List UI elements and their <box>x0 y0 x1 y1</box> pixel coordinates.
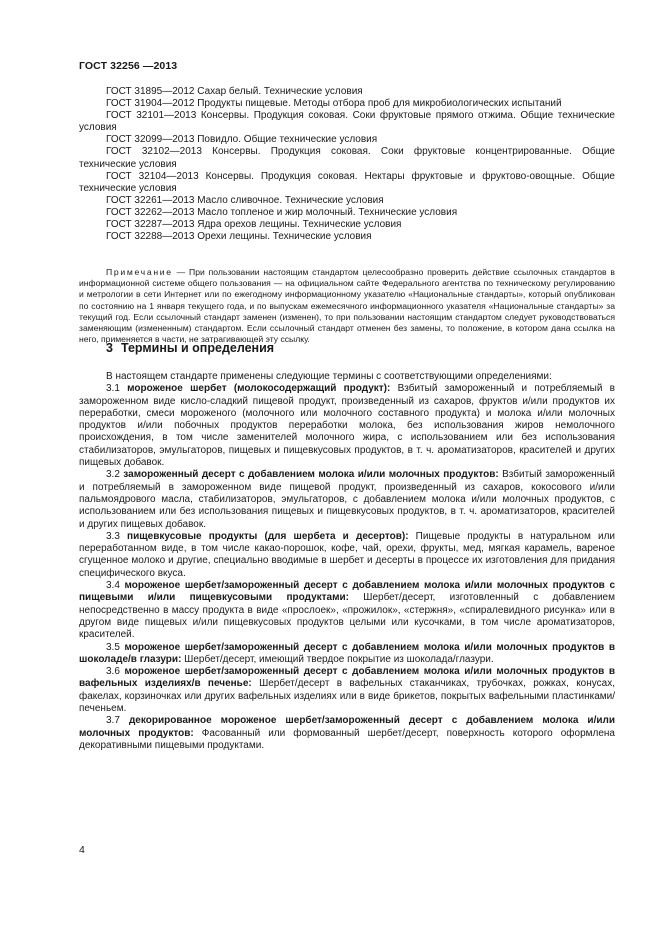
term-definition: Шербет/десерт в вафельных стаканчиках, трубочках, рожках, конусах, факелах, корзиночках или других вафельных изделиях или в виде брикетов, покрытых вафельными пластинками/печеньем. <box>79 678 615 715</box>
reference-item: ГОСТ 32101—2013 Консервы. Продукция соковая. Соки фруктовые прямого отжима. Общие технические условия <box>79 110 615 134</box>
terms-intro: В настоящем стандарте применены следующие термины с соответствующими определениями: <box>106 371 552 382</box>
reference-item: ГОСТ 32287—2013 Ядра орехов лещины. Технические условия <box>106 219 402 231</box>
term-name: мороженое шербет/замороженный десерт с добавлением молока и/или молочных продуктов в вафельных изделиях/в печенье: <box>79 666 616 690</box>
term-number: 3.6 <box>106 666 120 678</box>
term-number: 3.2 <box>106 469 120 481</box>
reference-item: ГОСТ 32288—2013 Орехи лещины. Технические условия <box>106 231 372 243</box>
term-number: 3.7 <box>106 715 120 727</box>
terms-body <box>79 371 615 752</box>
reference-note <box>79 267 615 345</box>
term-name: мороженое шербет/замороженный десерт с добавлением молока и/или молочных продуктов с пищевыми и/или пищевкусовыми продуктами: <box>79 580 616 604</box>
term-entry <box>79 666 615 715</box>
term-definition: Пищевые продукты в натуральном или переработанном виде, в том числе какао-порошок, кофе, чай, орехи, фрукты, мед, мягкая карамель, вареное сгущенное молоко и другие, специально вводимые в шербет и десерты в процессе их изготовления для придания специфического вкуса. <box>79 530 616 579</box>
standard-header: ГОСТ 32256 —2013 <box>79 60 178 72</box>
term-entry <box>79 642 615 667</box>
page-number: 4 <box>79 844 85 856</box>
term-entry <box>79 531 615 580</box>
term-entry <box>79 383 615 469</box>
term-number: 3.4 <box>106 580 120 592</box>
term-entry <box>79 580 615 641</box>
term-name: мороженое шербет (молокосодержащий продукт): <box>127 383 391 395</box>
term-name: замороженный десерт с добавлением молока и/или молочных продуктов: <box>123 469 499 481</box>
term-number: 3.3 <box>106 530 120 542</box>
term-definition: Шербет/десерт, имеющий твердое покрытие из шоколада/глазури. <box>181 653 494 665</box>
term-definition: Фасованный или формованный шербет/десерт, поверхность которого оформлена декоративными пищевыми продуктами. <box>79 727 615 751</box>
term-number: 3.5 <box>106 641 120 653</box>
reference-item: ГОСТ 32102—2013 Консервы. Продукция соковая. Соки фруктовые концентрированные. Общие технические условия <box>79 146 615 170</box>
term-definition: Шербет/десерт, изготовленный с добавлением непосредственно в массу продукта в виде «прослоек», «прожилок», «стержня», «спиралевидного рисунка» или в другом виде пищевых и/или пищевкусовых продуктов целыми или кусочками, в том числе ароматизаторов, красителей. <box>79 592 615 641</box>
section-heading <box>106 341 274 355</box>
reference-item: ГОСТ 32099—2013 Повидло. Общие технические условия <box>106 134 378 146</box>
term-definition: Взбитый замороженный и потребляемый в замороженном виде кисло-сладкий пищевой продукт, произведенный из сахаров, фруктов и/или продуктов их переработки, смеси мороженого (молочного или молочного составного продукта) и молока и/или молочных продуктов и/или побочных продуктов переработки молока, без использования жиров немолочного происхождения, в том числе заменителей молочного жира, с использованием или без использования стабилизаторов, эмульгаторов, пищевых и пищевкусовых продуктов, в т. ч. ароматизаторов, красителей и других пищевых добавок. <box>79 383 615 469</box>
term-name: декорированное мороженое шербет/замороженный десерт с добавлением молока и/или молочных продуктов: <box>79 715 615 739</box>
reference-item: ГОСТ 32262—2013 Масло топленое и жир молочный. Технические условия <box>106 206 458 218</box>
term-number: 3.1 <box>106 383 120 395</box>
normative-references-list <box>79 86 615 243</box>
reference-item: ГОСТ 31904—2012 Продукты пищевые. Методы отбора проб для микробиологических испытаний <box>106 98 562 110</box>
note-label: Примечание <box>106 267 173 277</box>
term-definition: Взбитый замороженный и потребляемый в замороженном виде пищевой продукт, произведенный из сахаров, кокосового и/или пальмоядрового масла, стабилизаторов, эмульгаторов, с добавлением молока и/или молочных продуктов, с использованием или без использования пищевых и пищевкусовых продуктов, в т. ч. ароматизаторов, красителей и других пищевых добавок. <box>79 469 615 530</box>
term-entry <box>79 715 615 752</box>
reference-item: ГОСТ 32104—2013 Консервы. Продукция соковая. Нектары фруктовые и фруктово-овощные. Общие технические условия <box>79 170 615 194</box>
note-text: — При пользовании настоящим стандартом целесообразно проверить действие ссылочных стандартов в информационной системе общего пользования — на официальном сайте Федерального агентства по техническому регулированию и метрологии в сети Интернет или по ежегодному информационному указателю «Национальные стандарты», который опубликован по состоянию на 1 января текущего года, и по выпускам ежемесячного информационного указателя «Национальные стандарты» за текущий год. Если ссылочный стандарт заменен (изменен), то при пользовании настоящим стандартом следует руководствоваться заменяющим (измененным) стандартом. Если ссылочный стандарт отменен без замены, то положение, в котором дана ссылка на него, применяется в части, не затрагивающей эту ссылку. <box>79 267 615 345</box>
reference-item: ГОСТ 32261—2013 Масло сливочное. Технические условия <box>106 194 384 206</box>
section-number: 3 <box>106 341 113 355</box>
section-title-text: Термины и определения <box>120 341 275 355</box>
term-name: мороженое шербет/замороженный десерт с добавлением молока и/или молочных продуктов в шоколаде/в глазури: <box>79 641 616 665</box>
reference-item: ГОСТ 31895—2012 Сахар белый. Технические условия <box>106 86 363 97</box>
term-entry <box>79 469 615 530</box>
term-name: пищевкусовые продукты (для шербета и десертов): <box>127 530 409 542</box>
